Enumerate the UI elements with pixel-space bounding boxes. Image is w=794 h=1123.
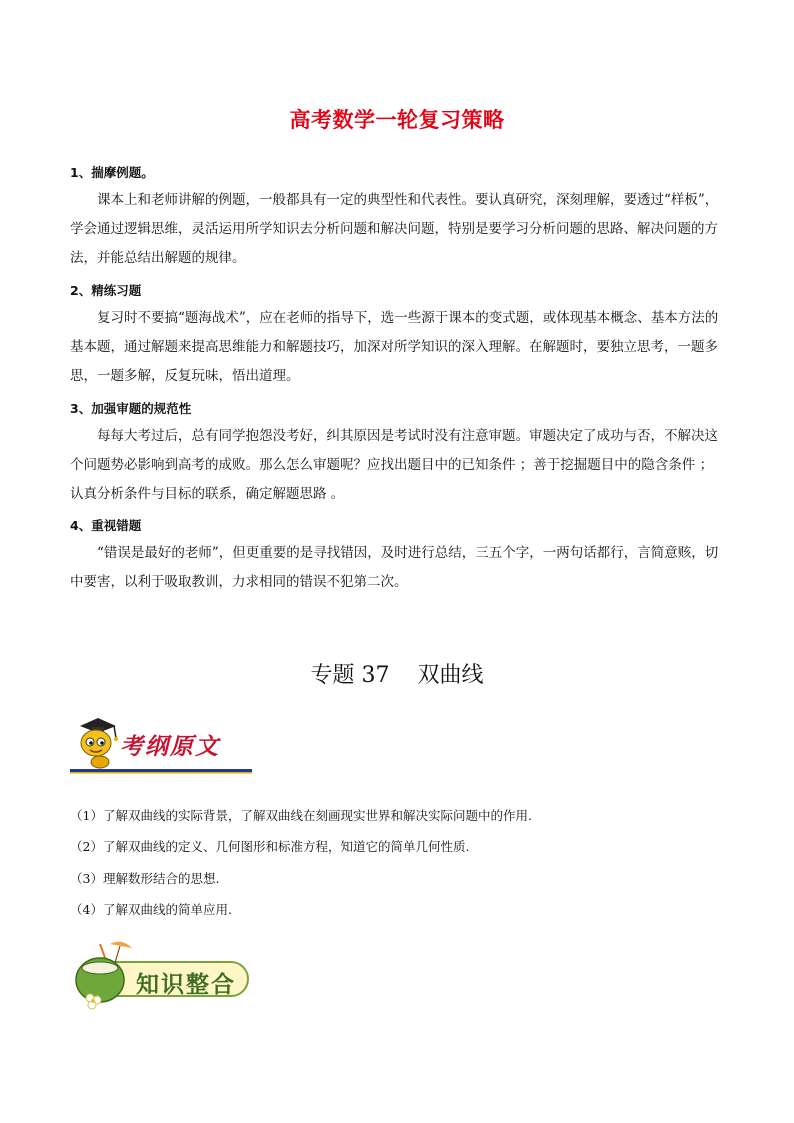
requirement-item: （4）了解双曲线的简单应用. — [70, 902, 232, 917]
knowledge-banner — [70, 938, 252, 1010]
section-heading-3: 3、加强审题的规范性 — [70, 401, 192, 416]
section-text-4: “错误是最好的老师”，但更重要的是寻找错因，及时进行总结，三五个字，一两句话都行，言简意赅，切中要害，以利于吸取教训，力求相同的错误不犯第二次。 — [70, 545, 719, 590]
topic-title: 专题 37 双曲线 — [310, 663, 484, 688]
section-text-2: 复习时不要搞“题海战术”，应在老师的指导下，选一些源于课本的变式题，或体现基本概念、基本方法的基本题，通过解题来提高思维能力和解题技巧，加深对所学知识的深入理解。在解题时，要独立思考，一题多思，一题多解，反复玩味，悟出道理。 — [70, 310, 719, 384]
requirement-item: （3）理解数形结合的思想. — [70, 871, 220, 886]
section-heading-4: 4、重视错题 — [70, 518, 142, 533]
requirement-item: （2）了解双曲线的定义、几何图形和标准方程，知道它的简单几何性质. — [70, 839, 470, 854]
section-heading-2: 2、精练习题 — [70, 283, 142, 298]
section-text-3: 每每大考过后，总有同学抱怨没考好，纠其原因是考试时没有注意审题。审题决定了成功与否，不解决这个问题势必影响到高考的成败。那么怎么审题呢？应找出题目中的已知条件 ；善于挖掘题目中的隐含条件 ；认真分析条件与目标的联系，确定解题思路 。 — [70, 428, 718, 502]
knowledge-banner-label: 知识整合 — [136, 972, 236, 998]
syllabus-banner-label: 考纲原文 — [120, 733, 220, 760]
syllabus-banner — [70, 712, 252, 776]
requirement-item: （1）了解双曲线的实际背景，了解双曲线在刻画现实世界和解决实际问题中的作用. — [70, 808, 532, 823]
page-title: 高考数学一轮复习策略 — [289, 108, 505, 132]
section-text-1: 课本上和老师讲解的例题，一般都具有一定的典型性和代表性。要认真研究，深刻理解，要透过“样板”，学会通过逻辑思维，灵活运用所学知识去分析问题和解决问题，特别是要学习分析问题的思路、解决问题的方法，并能总结出解题的规律。 — [70, 192, 719, 266]
section-heading-1: 1、揣摩例题。 — [70, 165, 154, 180]
